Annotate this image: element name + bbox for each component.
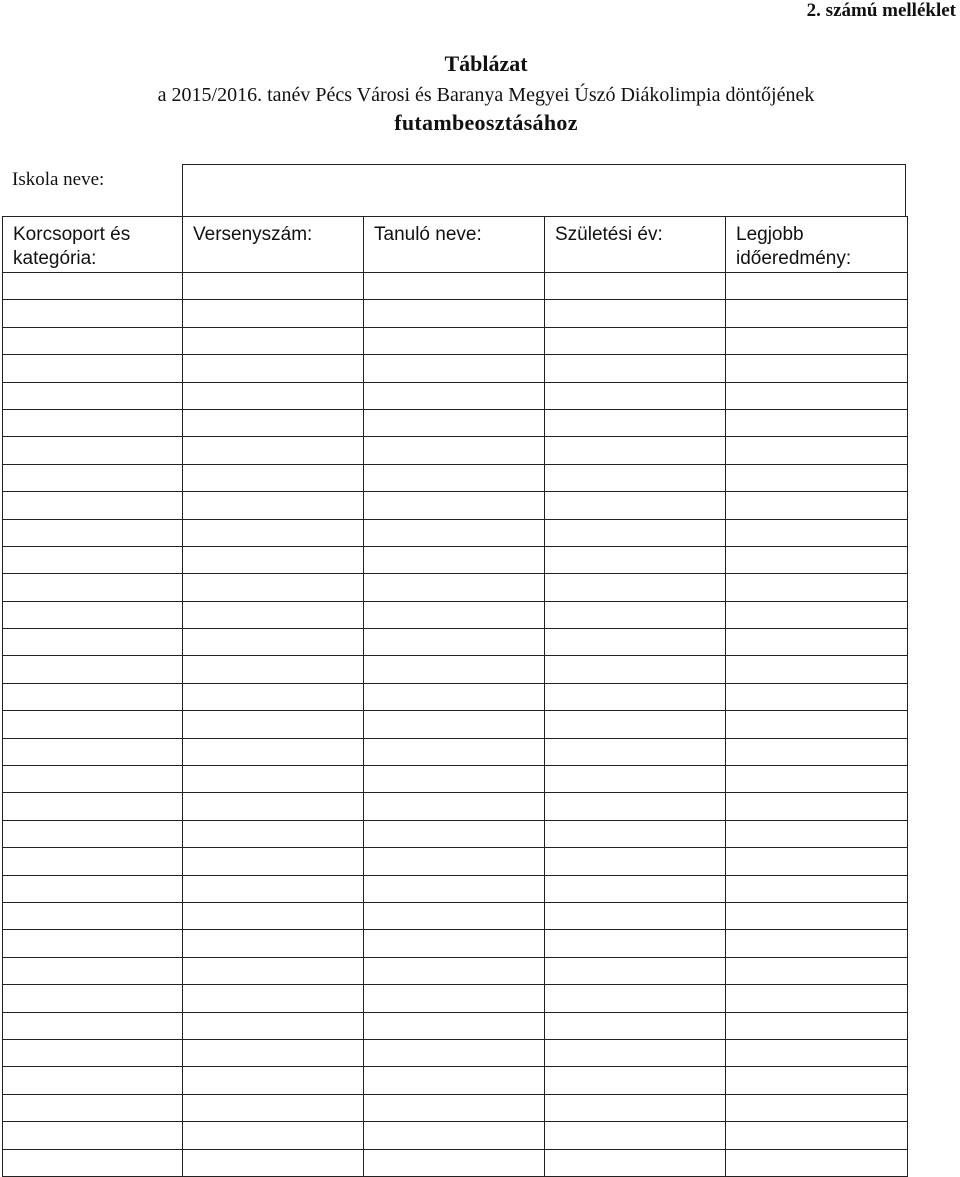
cell-birth-year[interactable] xyxy=(545,1039,726,1066)
cell-event[interactable] xyxy=(183,985,364,1012)
document-title: Táblázat xyxy=(444,51,528,76)
cell-student-name[interactable] xyxy=(364,1122,545,1149)
cell-event[interactable] xyxy=(183,1012,364,1039)
cell-birth-year[interactable] xyxy=(545,711,726,738)
table-row xyxy=(3,985,908,1012)
cell-birth-year[interactable] xyxy=(545,683,726,710)
cell-age-group[interactable] xyxy=(3,1039,183,1066)
cell-age-group[interactable] xyxy=(3,273,183,300)
cell-event[interactable] xyxy=(183,601,364,628)
cell-birth-year[interactable] xyxy=(545,793,726,820)
cell-age-group[interactable] xyxy=(3,1122,183,1149)
table-row xyxy=(3,382,908,409)
cell-event[interactable] xyxy=(183,930,364,957)
cell-best-time[interactable] xyxy=(726,492,908,519)
column-header-age-group: Korcsoport és kategória: xyxy=(3,217,183,273)
table-row xyxy=(3,327,908,354)
cell-best-time[interactable] xyxy=(726,519,908,546)
cell-student-name[interactable] xyxy=(364,546,545,573)
cell-best-time[interactable] xyxy=(726,300,908,327)
cell-event[interactable] xyxy=(183,711,364,738)
column-header-best-time: Legjobb időeredmény: xyxy=(726,217,908,273)
cell-best-time[interactable] xyxy=(726,793,908,820)
cell-student-name[interactable] xyxy=(364,300,545,327)
cell-birth-year[interactable] xyxy=(545,875,726,902)
cell-best-time[interactable] xyxy=(726,902,908,929)
cell-event[interactable] xyxy=(183,820,364,847)
cell-age-group[interactable] xyxy=(3,656,183,683)
cell-birth-year[interactable] xyxy=(545,848,726,875)
table-row xyxy=(3,902,908,929)
table-row xyxy=(3,1012,908,1039)
cell-birth-year[interactable] xyxy=(545,1149,726,1176)
table-row xyxy=(3,409,908,436)
cell-age-group[interactable] xyxy=(3,1067,183,1094)
cell-birth-year[interactable] xyxy=(545,766,726,793)
cell-age-group[interactable] xyxy=(3,409,183,436)
cell-best-time[interactable] xyxy=(726,683,908,710)
cell-best-time[interactable] xyxy=(726,574,908,601)
table-body xyxy=(3,273,908,1177)
table-row xyxy=(3,1039,908,1066)
cell-age-group[interactable] xyxy=(3,629,183,656)
column-header-student-name: Tanuló neve: xyxy=(364,217,545,273)
cell-event[interactable] xyxy=(183,1094,364,1121)
cell-birth-year[interactable] xyxy=(545,930,726,957)
cell-age-group[interactable] xyxy=(3,848,183,875)
table-row xyxy=(3,656,908,683)
table-row xyxy=(3,683,908,710)
cell-student-name[interactable] xyxy=(364,766,545,793)
school-name-field[interactable] xyxy=(182,164,906,216)
cell-event[interactable] xyxy=(183,766,364,793)
cell-best-time[interactable] xyxy=(726,546,908,573)
cell-best-time[interactable] xyxy=(726,382,908,409)
cell-student-name[interactable] xyxy=(364,327,545,354)
cell-best-time[interactable] xyxy=(726,273,908,300)
cell-event[interactable] xyxy=(183,1039,364,1066)
cell-best-time[interactable] xyxy=(726,601,908,628)
cell-age-group[interactable] xyxy=(3,492,183,519)
cell-event[interactable] xyxy=(183,382,364,409)
table-row xyxy=(3,848,908,875)
cell-best-time[interactable] xyxy=(726,1012,908,1039)
cell-student-name[interactable] xyxy=(364,738,545,765)
cell-age-group[interactable] xyxy=(3,464,183,491)
cell-best-time[interactable] xyxy=(726,738,908,765)
cell-birth-year[interactable] xyxy=(545,355,726,382)
cell-birth-year[interactable] xyxy=(545,327,726,354)
cell-best-time[interactable] xyxy=(726,629,908,656)
table-row xyxy=(3,546,908,573)
table-row xyxy=(3,1094,908,1121)
table-row xyxy=(3,355,908,382)
cell-age-group[interactable] xyxy=(3,355,183,382)
cell-age-group[interactable] xyxy=(3,738,183,765)
cell-event[interactable] xyxy=(183,300,364,327)
table-row xyxy=(3,711,908,738)
cell-student-name[interactable] xyxy=(364,711,545,738)
cell-event[interactable] xyxy=(183,793,364,820)
table-row xyxy=(3,875,908,902)
cell-birth-year[interactable] xyxy=(545,738,726,765)
cell-student-name[interactable] xyxy=(364,519,545,546)
cell-age-group[interactable] xyxy=(3,1149,183,1176)
table-row xyxy=(3,1122,908,1149)
cell-age-group[interactable] xyxy=(3,1094,183,1121)
cell-event[interactable] xyxy=(183,327,364,354)
cell-student-name[interactable] xyxy=(364,437,545,464)
cell-age-group[interactable] xyxy=(3,574,183,601)
cell-age-group[interactable] xyxy=(3,1012,183,1039)
cell-age-group[interactable] xyxy=(3,957,183,984)
cell-birth-year[interactable] xyxy=(545,519,726,546)
cell-event[interactable] xyxy=(183,1149,364,1176)
cell-event[interactable] xyxy=(183,492,364,519)
cell-best-time[interactable] xyxy=(726,957,908,984)
cell-age-group[interactable] xyxy=(3,820,183,847)
cell-birth-year[interactable] xyxy=(545,546,726,573)
column-header-birth-year: Születési év: xyxy=(545,217,726,273)
document-subtitle: a 2015/2016. tanév Pécs Városi és Baranya Megyei Úszó Diákolimpia döntőjének xyxy=(157,84,815,106)
cell-best-time[interactable] xyxy=(726,464,908,491)
cell-birth-year[interactable] xyxy=(545,629,726,656)
cell-event[interactable] xyxy=(183,409,364,436)
table-row xyxy=(3,793,908,820)
column-header-event: Versenyszám: xyxy=(183,217,364,273)
cell-age-group[interactable] xyxy=(3,601,183,628)
cell-student-name[interactable] xyxy=(364,793,545,820)
cell-birth-year[interactable] xyxy=(545,1067,726,1094)
cell-birth-year[interactable] xyxy=(545,1122,726,1149)
table-row xyxy=(3,519,908,546)
cell-best-time[interactable] xyxy=(726,766,908,793)
cell-age-group[interactable] xyxy=(3,875,183,902)
cell-student-name[interactable] xyxy=(364,985,545,1012)
cell-student-name[interactable] xyxy=(364,629,545,656)
cell-best-time[interactable] xyxy=(726,656,908,683)
cell-birth-year[interactable] xyxy=(545,437,726,464)
cell-student-name[interactable] xyxy=(364,656,545,683)
cell-birth-year[interactable] xyxy=(545,574,726,601)
table-row xyxy=(3,957,908,984)
cell-student-name[interactable] xyxy=(364,957,545,984)
document-subtitle-bold: futambeosztásához xyxy=(394,110,578,135)
cell-best-time[interactable] xyxy=(726,820,908,847)
cell-student-name[interactable] xyxy=(364,574,545,601)
cell-age-group[interactable] xyxy=(3,902,183,929)
cell-age-group[interactable] xyxy=(3,382,183,409)
cell-age-group[interactable] xyxy=(3,793,183,820)
cell-event[interactable] xyxy=(183,683,364,710)
cell-best-time[interactable] xyxy=(726,930,908,957)
cell-age-group[interactable] xyxy=(3,930,183,957)
cell-best-time[interactable] xyxy=(726,1122,908,1149)
cell-student-name[interactable] xyxy=(364,273,545,300)
annex-label: 2. számú melléklet xyxy=(806,0,956,21)
table-row xyxy=(3,738,908,765)
cell-student-name[interactable] xyxy=(364,492,545,519)
cell-birth-year[interactable] xyxy=(545,300,726,327)
cell-birth-year[interactable] xyxy=(545,382,726,409)
cell-event[interactable] xyxy=(183,738,364,765)
cell-age-group[interactable] xyxy=(3,683,183,710)
cell-best-time[interactable] xyxy=(726,1067,908,1094)
cell-best-time[interactable] xyxy=(726,409,908,436)
cell-student-name[interactable] xyxy=(364,1149,545,1176)
cell-event[interactable] xyxy=(183,875,364,902)
cell-student-name[interactable] xyxy=(364,930,545,957)
cell-event[interactable] xyxy=(183,1067,364,1094)
cell-birth-year[interactable] xyxy=(545,820,726,847)
cell-event[interactable] xyxy=(183,629,364,656)
cell-birth-year[interactable] xyxy=(545,409,726,436)
entry-table xyxy=(2,216,908,1177)
cell-best-time[interactable] xyxy=(726,327,908,354)
cell-best-time[interactable] xyxy=(726,355,908,382)
cell-age-group[interactable] xyxy=(3,546,183,573)
cell-student-name[interactable] xyxy=(364,683,545,710)
cell-birth-year[interactable] xyxy=(545,464,726,491)
cell-event[interactable] xyxy=(183,437,364,464)
cell-best-time[interactable] xyxy=(726,437,908,464)
cell-event[interactable] xyxy=(183,464,364,491)
cell-birth-year[interactable] xyxy=(545,1012,726,1039)
cell-birth-year[interactable] xyxy=(545,601,726,628)
cell-best-time[interactable] xyxy=(726,1039,908,1066)
table-row xyxy=(3,601,908,628)
cell-age-group[interactable] xyxy=(3,766,183,793)
table-row xyxy=(3,766,908,793)
cell-event[interactable] xyxy=(183,574,364,601)
cell-birth-year[interactable] xyxy=(545,902,726,929)
cell-birth-year[interactable] xyxy=(545,1094,726,1121)
cell-student-name[interactable] xyxy=(364,601,545,628)
cell-student-name[interactable] xyxy=(364,382,545,409)
cell-event[interactable] xyxy=(183,957,364,984)
cell-best-time[interactable] xyxy=(726,711,908,738)
cell-best-time[interactable] xyxy=(726,1149,908,1176)
cell-event[interactable] xyxy=(183,656,364,683)
cell-event[interactable] xyxy=(183,1122,364,1149)
cell-best-time[interactable] xyxy=(726,985,908,1012)
cell-event[interactable] xyxy=(183,355,364,382)
table-row xyxy=(3,437,908,464)
cell-student-name[interactable] xyxy=(364,1039,545,1066)
table-row xyxy=(3,464,908,491)
table-row xyxy=(3,1067,908,1094)
cell-student-name[interactable] xyxy=(364,409,545,436)
table-row xyxy=(3,574,908,601)
table-row xyxy=(3,300,908,327)
cell-age-group[interactable] xyxy=(3,437,183,464)
cell-event[interactable] xyxy=(183,546,364,573)
table-row xyxy=(3,629,908,656)
school-name-label: Iskola neve: xyxy=(12,169,105,190)
table-row xyxy=(3,273,908,300)
cell-age-group[interactable] xyxy=(3,985,183,1012)
cell-best-time[interactable] xyxy=(726,1094,908,1121)
cell-event[interactable] xyxy=(183,902,364,929)
cell-best-time[interactable] xyxy=(726,875,908,902)
cell-age-group[interactable] xyxy=(3,300,183,327)
cell-age-group[interactable] xyxy=(3,519,183,546)
cell-birth-year[interactable] xyxy=(545,492,726,519)
cell-student-name[interactable] xyxy=(364,1094,545,1121)
cell-student-name[interactable] xyxy=(364,902,545,929)
cell-student-name[interactable] xyxy=(364,820,545,847)
cell-age-group[interactable] xyxy=(3,711,183,738)
table-row xyxy=(3,1149,908,1176)
cell-event[interactable] xyxy=(183,848,364,875)
cell-birth-year[interactable] xyxy=(545,957,726,984)
cell-event[interactable] xyxy=(183,519,364,546)
cell-birth-year[interactable] xyxy=(545,985,726,1012)
table-row xyxy=(3,930,908,957)
cell-birth-year[interactable] xyxy=(545,273,726,300)
cell-student-name[interactable] xyxy=(364,848,545,875)
table-header-row xyxy=(3,217,908,273)
cell-birth-year[interactable] xyxy=(545,656,726,683)
cell-student-name[interactable] xyxy=(364,355,545,382)
table-row xyxy=(3,820,908,847)
cell-age-group[interactable] xyxy=(3,327,183,354)
cell-student-name[interactable] xyxy=(364,875,545,902)
cell-best-time[interactable] xyxy=(726,848,908,875)
cell-event[interactable] xyxy=(183,273,364,300)
cell-student-name[interactable] xyxy=(364,1067,545,1094)
cell-student-name[interactable] xyxy=(364,464,545,491)
table-row xyxy=(3,492,908,519)
cell-student-name[interactable] xyxy=(364,1012,545,1039)
